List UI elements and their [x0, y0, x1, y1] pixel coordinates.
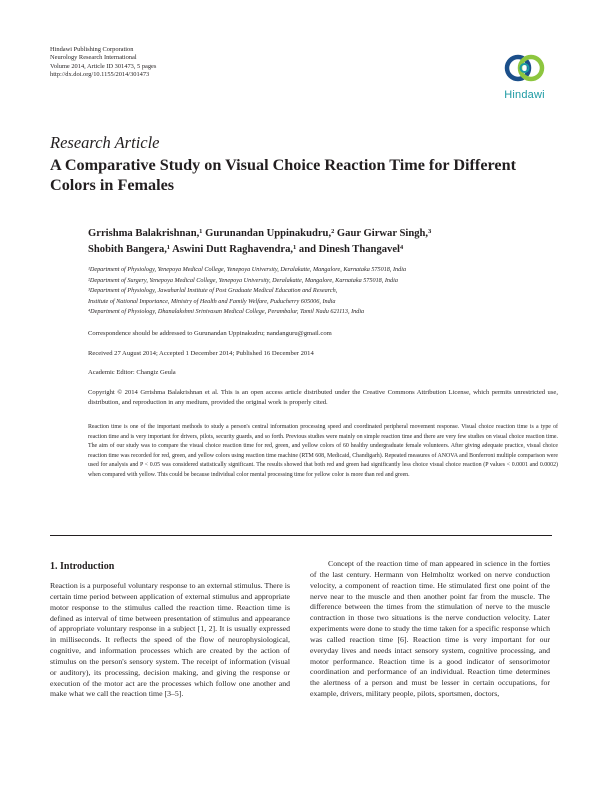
- doi-link[interactable]: http://dx.doi.org/10.1155/2014/301473: [50, 70, 150, 78]
- article-title: A Comparative Study on Visual Choice Reaction Time for Different Colors in Females: [50, 156, 516, 194]
- author-list: [88, 226, 558, 258]
- author-line: Shobith Bangera,¹ Aswini Dutt Raghavendra,¹ and Dinesh Thangavel⁴: [88, 244, 404, 255]
- journal-name: Neurology Research International: [50, 54, 137, 62]
- volume-info: Volume 2014, Article ID 301473, 5 pages: [50, 62, 157, 70]
- paragraph: Reaction is a purposeful voluntary response to an external stimulus. There is certain time period between application of external stimulus and appropriate motor response to the stimulus called the reaction time. Reaction time is defined as interval of time between presentation of stimulus and appearance of appropriate voluntary response in a subject [1, 2]. It is usually expressed in milliseconds. It reflects the speed of the flow of neurophysiological, cognitive, and information processes which are created by the action of stimulus on the person's sensory system. The receipt of information (visual or auditory), its processing, decision making, and giving the response or execution of the motor act are the processes which follow one another and make what we call the reaction time [3–5].: [50, 581, 290, 699]
- affiliation: ¹Department of Physiology, Yenepoya Medical College, Yenepoya University, Deralakatte, Mangalore, Karnataka 575018, India: [88, 266, 407, 273]
- academic-editor: Academic Editor: Changiz Geula: [88, 369, 176, 376]
- article-type: Research Article: [50, 133, 160, 152]
- publication-dates: Received 27 August 2014; Accepted 1 December 2014; Published 16 December 2014: [88, 350, 314, 357]
- publisher-name: Hindawi Publishing Corporation: [50, 46, 134, 53]
- hindawi-rings-icon: [497, 46, 552, 90]
- affiliations: [88, 265, 558, 318]
- logo-text: Hindawi: [504, 89, 545, 101]
- abstract: Reaction time is one of the important methods to study a person's central information processing speed and coordinated peripheral movement response. Visual choice reaction time is a type of reaction time and is very important for drivers, pilots, security guards, and so forth. Previous studies were mainly on simple reaction time and there are very few studies on visual choice reaction time. The aim of our study was to compare the visual choice reaction time for red, green, and yellow colors of 60 healthy undergraduate female volunteers. After giving adequate practice, visual choice reaction time was recorded for red, green, and yellow colors using reaction time machine (RTM 608, Medicaid, Chandigarh). Repeated measures of ANOVA and Bonferroni multiple comparison were used for analysis and P < 0.05 was considered statistically significant. The results showed that both red and green had significantly less choice visual choice reaction (P values < 0.0001 and 0.0002) when compared with yellow. This could be because individual color mental processing time for yellow color is more than red and green.: [88, 424, 558, 478]
- author-line: Grrishma Balakrishnan,¹ Gurunandan Uppinakudru,² Gaur Girwar Singh,³: [88, 228, 432, 239]
- affiliation: ⁴Department of Physiology, Dhanalakshmi Srinivasan Medical College, Perambalur, Tamil Nadu 621113, India: [88, 308, 365, 316]
- journal-header: [50, 46, 156, 79]
- paragraph: Concept of the reaction time of man appeared in science in the forties of the last century. Hermann von Helmholtz worked on nerve conduction velocity, a component of reaction time. He stimulated first one point of the nerve near to the muscle and then another point far from the muscle. The difference between the times from the stimulation of nerve to the muscle contraction in those two situations is the nerve conduction velocity. Later experiments were done to study the time taken for a specific response which was called reaction time [6]. Reaction time is very important for our everyday lives and needs intact sensory system, cognitive processing, and motor performance. Reaction time is a good indicator of sensorimotor coordination and performance of an individual. Reaction time determines the alertness of a person and must be lesser in certain occupations, for example, drivers, military people, pilots, sportsmen, doctors,: [310, 559, 550, 699]
- divider: [50, 535, 552, 536]
- copyright-notice: Copyright © 2014 Grrishma Balakrishnan et al. This is an open access article distributed under the Creative Commons Attribution License, which permits unrestricted use, distribution, and reproduction in any medium, provided the original work is properly cited.: [88, 389, 558, 406]
- correspondence: Correspondence should be addressed to Gurunandan Uppinakudru; nandanguru@gmail.com: [88, 330, 332, 337]
- intro-column-right: [310, 559, 550, 700]
- hindawi-logo: [497, 46, 552, 106]
- section-heading: 1. Introduction: [50, 561, 115, 572]
- affiliation: ²Department of Surgery, Yenepoya Medical College, Yenepoya University, Deralakatte, Mangalore, Karnataka 575018, India: [88, 276, 398, 284]
- affiliation: Institute of National Importance, Ministry of Health and Family Welfare, Puducherry 605006, India: [88, 297, 336, 305]
- affiliation: ³Department of Physiology, Jawaharlal Institute of Post Graduate Medical Education and Research,: [88, 287, 338, 295]
- intro-column-left: [50, 581, 290, 700]
